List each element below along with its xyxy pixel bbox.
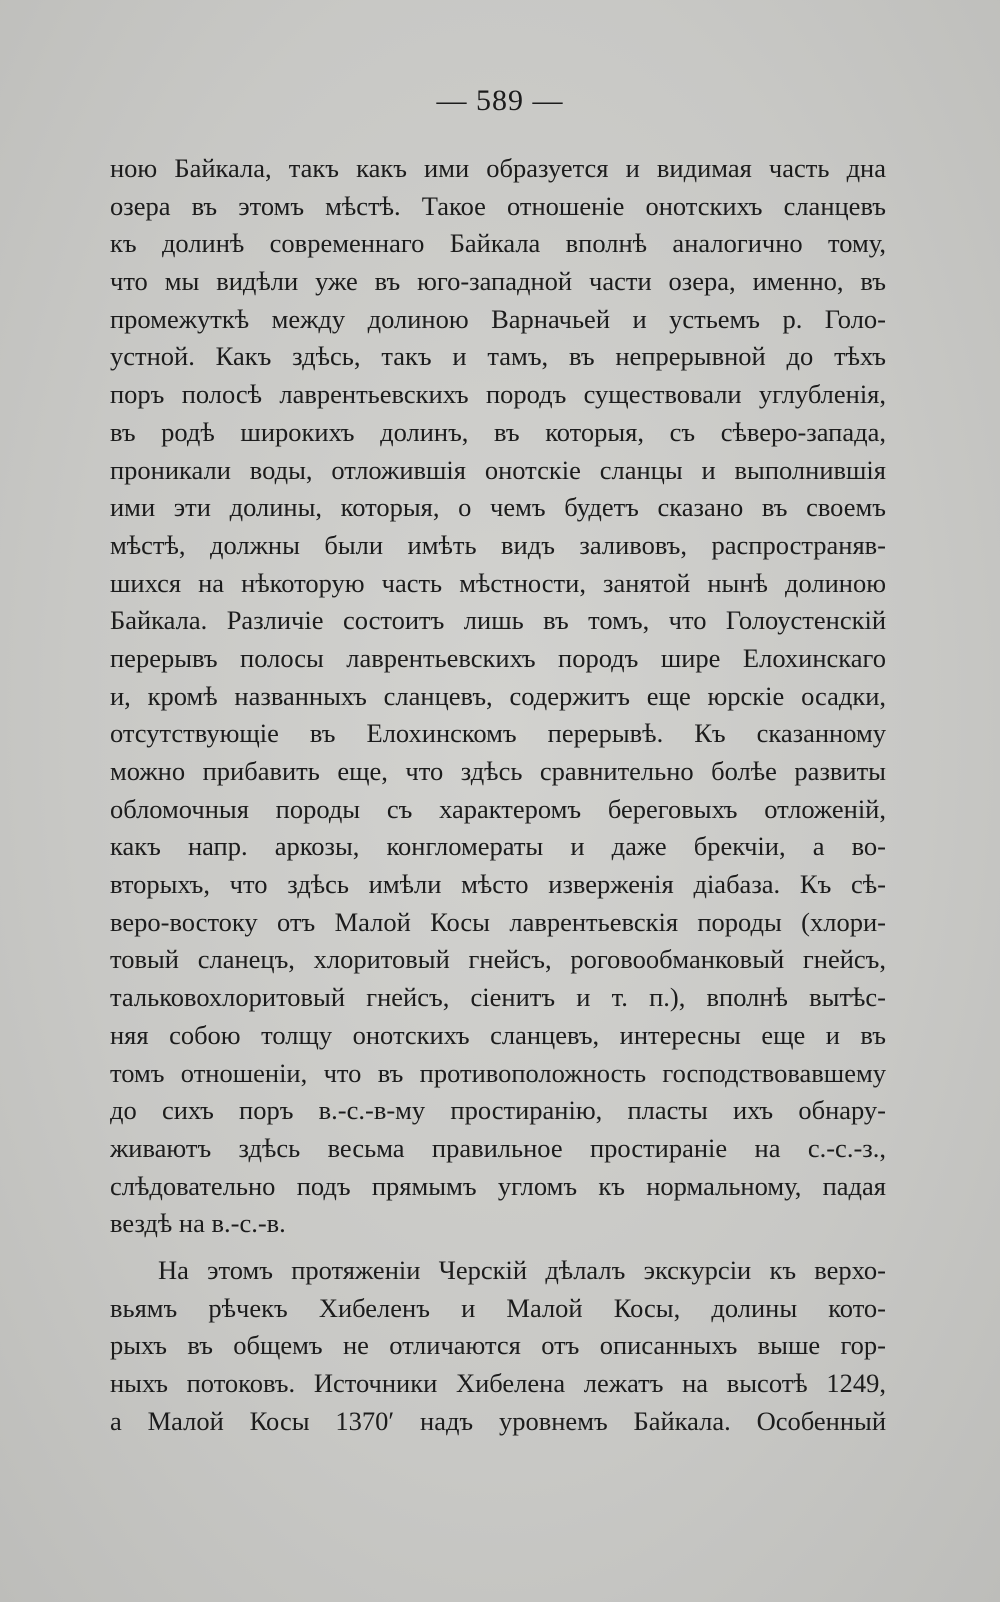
text-line: поръ полосѣ лаврентьевскихъ породъ существовали углубленія, (110, 379, 886, 410)
text-line: какъ напр. аркозы, конгломераты и даже брекчіи, а во- (110, 831, 886, 862)
text-line: а Малой Косы 1370′ надъ уровнемъ Байкала. Особенный (110, 1405, 886, 1436)
body-text (110, 150, 886, 1440)
text-line: промежуткѣ между долиною Варначьей и устьемъ р. Голо- (110, 303, 886, 334)
text-line: проникали воды, отложившія онотскіе сланцы и выполнившія (110, 454, 886, 485)
text-line: рыхъ въ общемъ не отличаются отъ описанныхъ выше гор- (110, 1330, 886, 1361)
paragraph-1 (110, 150, 886, 1243)
text-line: На этомъ протяженіи Черскій дѣлалъ экскурсіи къ верхо- (158, 1254, 886, 1285)
text-line: и, кромѣ названныхъ сланцевъ, содержитъ еще юрскіе осадки, (110, 680, 886, 711)
text-line: отсутствующіе въ Елохинскомъ перерывѣ. Къ сказанному (110, 718, 886, 749)
text-line: вьямъ рѣчекъ Хибеленъ и Малой Косы, долины кото- (110, 1292, 886, 1323)
text-line: устной. Какъ здѣсь, такъ и тамъ, въ непрерывной до тѣхъ (110, 341, 886, 372)
text-line: шихся на нѣкоторую часть мѣстности, занятой нынѣ долиною (110, 567, 886, 598)
text-line: вторыхъ, что здѣсь имѣли мѣсто изверженія діабаза. Къ сѣ- (110, 869, 886, 900)
text-line: озера въ этомъ мѣстѣ. Такое отношеніе онотскихъ сланцевъ (110, 190, 886, 221)
text-line: томъ отношеніи, что въ противоположность господствовавшему (110, 1057, 886, 1088)
text-line: слѣдовательно подъ прямымъ угломъ къ нормальному, падая (110, 1170, 886, 1201)
text-line: веро-востоку отъ Малой Косы лаврентьевскія породы (хлори- (110, 906, 886, 937)
page-number: — 589 — (436, 84, 564, 117)
text-line: Байкала. Различіе состоитъ лишь въ томъ, что Голоустенскій (110, 605, 886, 636)
text-line: няя собою толщу онотскихъ сланцевъ, интересны еще и въ (110, 1019, 886, 1050)
text-line: тальковохлоритовый гнейсъ, сіенитъ и т. п.), вполнѣ вытѣс- (110, 982, 886, 1013)
text-line: обломочныя породы съ характеромъ береговыхъ отложеній, (110, 793, 886, 824)
text-line: къ долинѣ современнаго Байкала вполнѣ аналогично тому, (110, 228, 886, 259)
paragraph-2 (110, 1252, 886, 1440)
text-line: что мы видѣли уже въ юго-западной части озера, именно, въ (110, 266, 886, 297)
text-line: вездѣ на в.-с.-в. (110, 1208, 286, 1239)
text-line: въ родѣ широкихъ долинъ, въ которыя, съ сѣверо-запада, (110, 416, 886, 447)
text-line: товый сланецъ, хлоритовый гнейсъ, роговообманковый гнейсъ, (110, 944, 886, 975)
text-line: до сихъ поръ в.-с.-в-му простиранію, пласты ихъ обнару- (110, 1095, 886, 1126)
text-line: перерывъ полосы лаврентьевскихъ породъ шире Елохинскаго (110, 642, 886, 673)
text-line: живаютъ здѣсь весьма правильное простираніе на с.-с.-з., (110, 1132, 886, 1163)
text-line: мѣстѣ, должны были имѣть видъ заливовъ, распространяв- (110, 529, 886, 560)
text-line: ною Байкала, такъ какъ ими образуется и видимая часть дна (110, 153, 886, 183)
text-line: ими эти долины, которыя, о чемъ будетъ сказано въ своемъ (110, 492, 886, 523)
text-line: можно прибавить еще, что здѣсь сравнительно болѣе развиты (110, 756, 886, 786)
text-line: ныхъ потоковъ. Источники Хибелена лежатъ на высотѣ 1249, (110, 1368, 886, 1398)
paragraph-gap (110, 1243, 886, 1252)
